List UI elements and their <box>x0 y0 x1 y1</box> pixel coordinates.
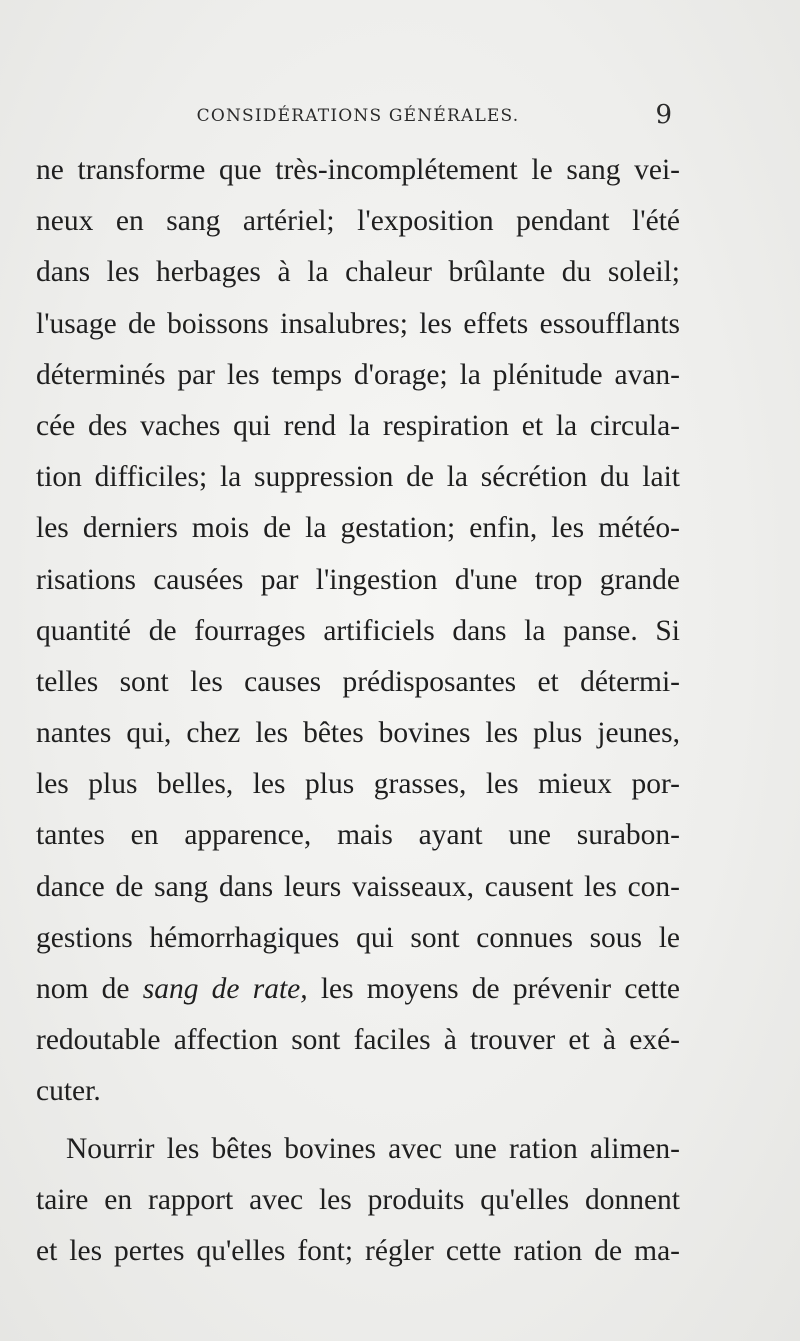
text-line: neux en sang artériel; l'exposition pendant l'été <box>36 205 680 238</box>
text-line: taire en rapport avec les produits qu'elles donnent <box>36 1183 680 1216</box>
body-text <box>36 145 680 1277</box>
running-title: CONSIDÉRATIONS GÉNÉRALES. <box>196 106 520 126</box>
italic-term: sang de rate, <box>142 973 308 1005</box>
paragraph-last-line: cuter. <box>36 1075 101 1108</box>
running-head <box>36 100 680 132</box>
text-line: redoutable affection sont faciles à trouver et à exé- <box>36 1024 680 1057</box>
text-line: déterminés par les temps d'orage; la plénitude avan- <box>36 358 680 391</box>
text-line: l'usage de boissons insalubres; les effets essoufflants <box>36 307 680 340</box>
text-line: telles sont les causes prédisposantes et détermi- <box>36 665 680 698</box>
page-number: 9 <box>655 100 672 130</box>
text-line: cée des vaches qui rend la respiration et la circula- <box>36 409 680 442</box>
text-line: tion difficiles; la suppression de la sécrétion du lait <box>36 461 680 494</box>
text-line: Nourrir les bêtes bovines avec une ration alimen- <box>66 1132 680 1165</box>
text-line: ne transforme que très-incomplétement le sang vei- <box>36 154 680 186</box>
text-line: les derniers mois de la gestation; enfin, les météo- <box>36 512 680 545</box>
line-text-before-italic: nom de <box>36 973 143 1005</box>
text-line: tantes en apparence, mais ayant une surabon- <box>36 819 680 852</box>
text-line: les plus belles, les plus grasses, les mieux por- <box>36 768 680 801</box>
text-line: dans les herbages à la chaleur brûlante du soleil; <box>36 256 680 289</box>
text-line: gestions hémorrhagiques qui sont connues sous le <box>36 921 680 954</box>
text-line: dance de sang dans leurs vaisseaux, causent les con- <box>36 870 680 903</box>
text-line: et les pertes qu'elles font; régler cette ration de ma- <box>36 1234 680 1267</box>
text-line: quantité de fourrages artificiels dans la panse. Si <box>36 614 680 647</box>
text-line-with-italic <box>36 964 680 1015</box>
text-line: nantes qui, chez les bêtes bovines les plus jeunes, <box>36 717 680 750</box>
line-text-after-italic: les moyens de prévenir cette <box>307 973 680 1005</box>
text-line: risations causées par l'ingestion d'une trop grande <box>36 563 680 596</box>
